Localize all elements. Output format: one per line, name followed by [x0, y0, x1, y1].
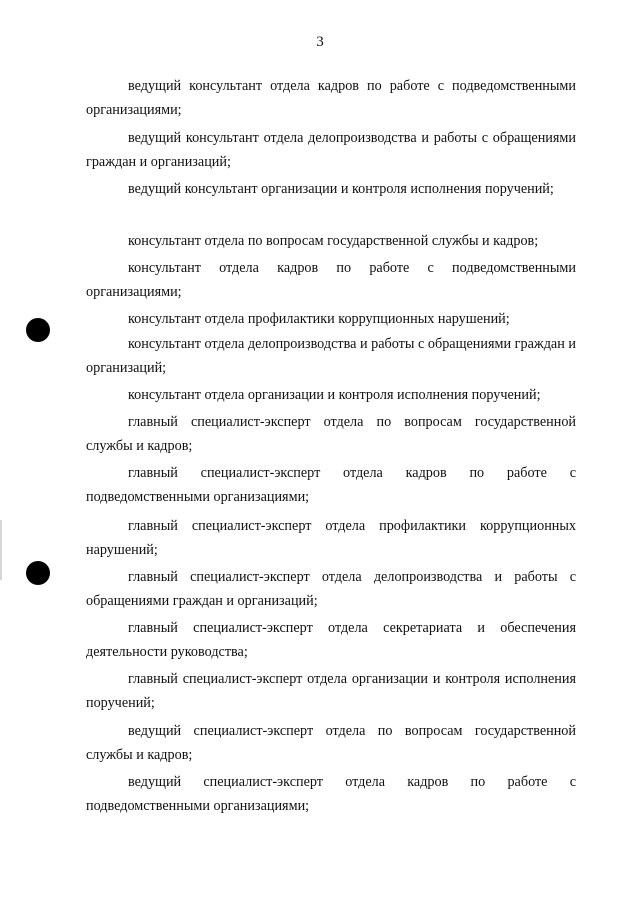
punch-hole-bottom: [26, 561, 50, 585]
position-item: консультант отдела кадров по работе с подведомственными организациями;: [86, 260, 576, 300]
position-item: консультант отдела организации и контроля исполнения поручений;: [128, 387, 541, 403]
position-item: ведущий консультант организации и контроля исполнения поручений;: [128, 181, 554, 197]
position-item: ведущий специалист-эксперт отдела кадров по работе с подведомственными организациями;: [86, 774, 576, 814]
page-number: 3: [316, 34, 324, 50]
position-item: главный специалист-эксперт отдела секретариата и обеспечения деятельности руководства;: [86, 620, 576, 660]
punch-hole-top: [26, 318, 50, 342]
position-item: консультант отдела по вопросам государственной службы и кадров;: [128, 233, 539, 249]
position-item: ведущий консультант отдела делопроизводства и работы с обращениями граждан и организаций;: [86, 130, 576, 170]
position-item: ведущий консультант отдела кадров по работе с подведомственными организациями;: [86, 78, 576, 118]
position-item: главный специалист-эксперт отдела по вопросам государственной службы и кадров;: [86, 414, 576, 454]
position-item: консультант отдела профилактики коррупционных нарушений;: [128, 311, 510, 327]
position-item: главный специалист-эксперт отдела организации и контроля исполнения поручений;: [86, 671, 576, 711]
scan-edge-mark: [0, 520, 2, 580]
position-item: главный специалист-эксперт отдела кадров по работе с подведомственными организациями;: [86, 465, 576, 505]
position-item: ведущий специалист-эксперт отдела по вопросам государственной службы и кадров;: [86, 723, 576, 763]
position-item: главный специалист-эксперт отдела профилактики коррупционных нарушений;: [86, 518, 576, 558]
position-item: главный специалист-эксперт отдела делопроизводства и работы с обращениями граждан и организаций;: [86, 569, 576, 609]
position-item: консультант отдела делопроизводства и работы с обращениями граждан и организаций;: [86, 336, 576, 376]
